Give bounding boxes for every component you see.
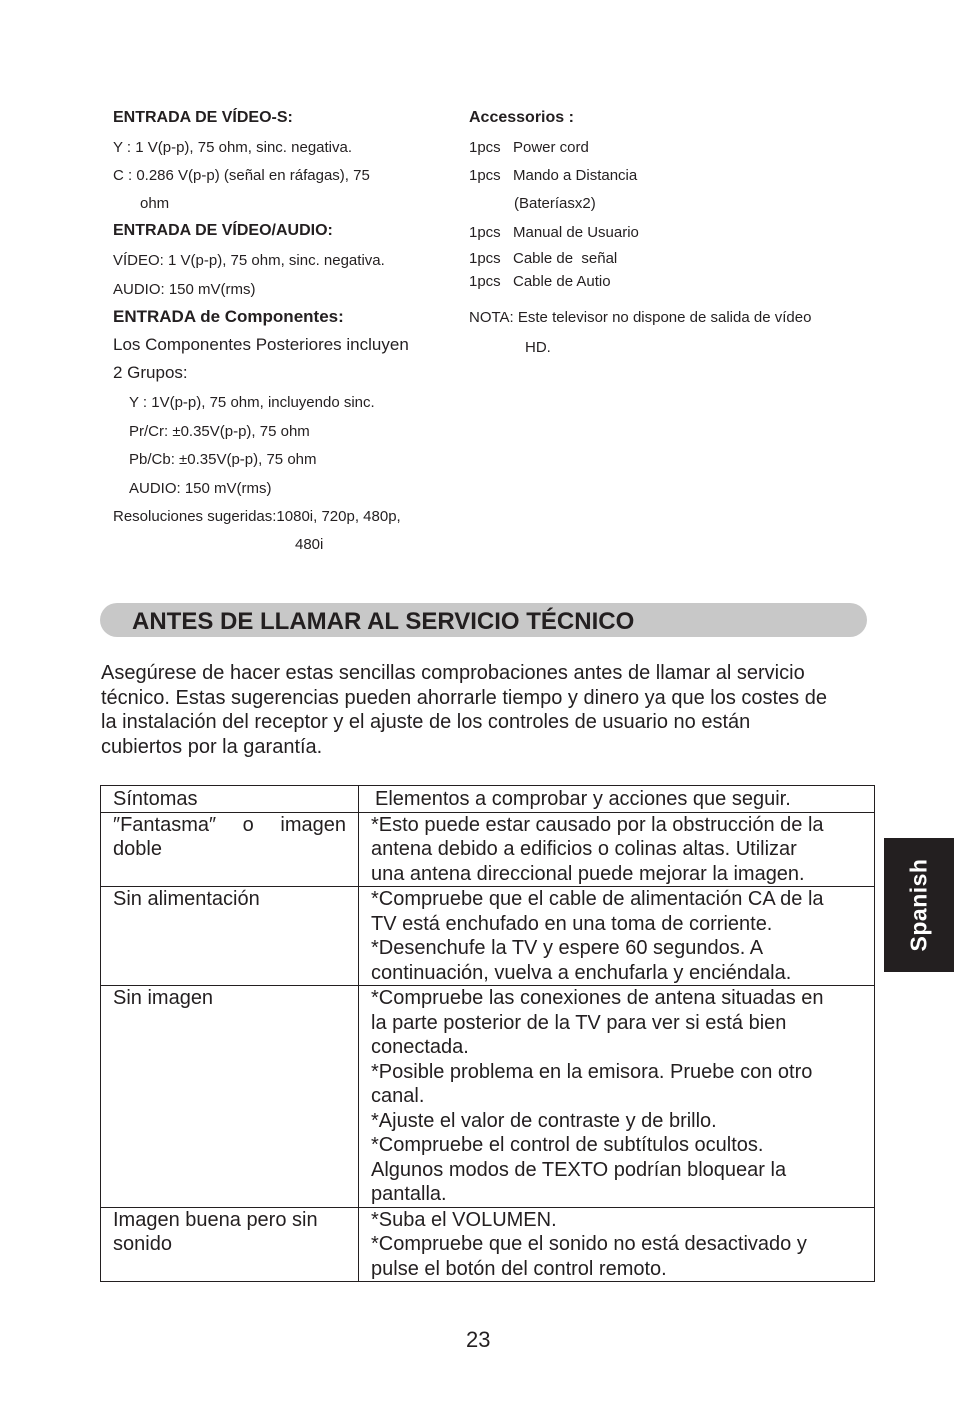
svideo-c-spec-cont: ohm <box>140 195 170 212</box>
action-item: *Desenchufe la TV y espere 60 segundos. A continuación, vuelva a enchufarla y enciéndala. <box>371 937 792 984</box>
components-desc-cont: 2 Grupos: <box>113 363 188 382</box>
action-item: *Posible problema en la emisora. Pruebe con otro canal. <box>371 1060 813 1107</box>
table-row <box>101 1207 875 1282</box>
action-item: *Compruebe las conexiones de antena situadas en la parte posterior de la TV para ver si está bien conectada. <box>371 987 824 1058</box>
accessory-name: Cable de Autio <box>513 273 611 290</box>
symptom-cell: ″Fantasma″ o imagen doble <box>101 812 359 887</box>
resolutions-spec-cont: 480i <box>295 536 324 553</box>
table-row <box>101 887 875 986</box>
action-item: *Suba el VOLUMEN. <box>371 1208 557 1231</box>
accessory-name: (Bateríasx2) <box>514 195 596 212</box>
accessory-qty: 1pcs <box>469 139 501 156</box>
svideo-heading: ENTRADA DE VÍDEO-S: <box>113 109 293 126</box>
action-cell <box>359 986 875 1208</box>
svideo-c-spec: C : 0.286 V(p-p) (señal en ráfagas), 75 <box>113 167 370 184</box>
action-item: *Ajuste el valor de contraste y de brillo. <box>371 1109 717 1132</box>
intro-line: cubiertos por la garantía. <box>101 735 323 758</box>
accessory-name: Manual de Usuario <box>513 224 639 241</box>
hd-output-note-cont: HD. <box>525 339 551 356</box>
symptom-text: ″Fantasma″ o imagen <box>113 813 346 836</box>
action-item: *Compruebe que el cable de alimentación CA de la TV está enchufado en una toma de corriente. <box>371 888 824 935</box>
action-cell <box>359 887 875 986</box>
intro-line: Asegúrese de hacer estas sencillas comprobaciones antes de llamar al servicio <box>101 662 805 684</box>
accessory-qty: 1pcs <box>469 250 501 267</box>
intro-line: técnico. Estas sugerencias pueden ahorrarle tiempo y dinero ya que los costes de <box>101 686 827 709</box>
accessories-heading: Accessorios : <box>469 109 574 126</box>
action-item: *Esto puede estar causado por la obstrucción de la antena debido a edificios o colinas altas. Utilizar una antena direccional puede mejorar la imagen. <box>371 813 824 885</box>
section-title: ANTES DE LLAMAR AL SERVICIO TÉCNICO <box>132 608 635 635</box>
component-audio-spec: AUDIO: 150 mV(rms) <box>129 480 272 497</box>
table-row <box>101 812 875 887</box>
accessory-qty: 1pcs <box>469 273 501 290</box>
components-heading: ENTRADA de Componentes: <box>113 307 344 326</box>
intro-paragraph <box>101 661 881 759</box>
action-item: *Compruebe el control de subtítulos ocultos. Algunos modos de TEXTO podrían bloquear la pantalla. <box>371 1134 787 1205</box>
video-audio-heading: ENTRADA DE VÍDEO/AUDIO: <box>113 222 333 239</box>
intro-line: la instalación del receptor y el ajuste de los controles de usuario no están <box>101 711 751 733</box>
language-tab-label: Spanish <box>905 858 932 952</box>
component-pb-spec: Pb/Cb: ±0.35V(p-p), 75 ohm <box>129 451 317 468</box>
symptom-cell: Sin alimentación <box>101 887 359 986</box>
svideo-y-spec: Y : 1 V(p-p), 75 ohm, sinc. negativa. <box>113 139 353 156</box>
action-item: *Compruebe que el sonido no está desactivado y pulse el botón del control remoto. <box>371 1233 807 1280</box>
language-tab <box>884 838 954 972</box>
symptom-cell: Sin imagen <box>101 986 359 1208</box>
symptom-cell: Imagen buena pero sin sonido <box>101 1207 359 1282</box>
components-desc: Los Componentes Posteriores incluyen <box>113 335 409 354</box>
action-cell <box>359 812 875 887</box>
resolutions-spec: Resoluciones sugeridas:1080i, 720p, 480p, <box>113 508 401 525</box>
header-actions: Elementos a comprobar y acciones que seguir. <box>359 786 875 813</box>
action-cell <box>359 1207 875 1282</box>
component-pr-spec: Pr/Cr: ±0.35V(p-p), 75 ohm <box>129 423 310 440</box>
accessory-qty: 1pcs <box>469 167 501 184</box>
accessory-name: Power cord <box>513 139 589 156</box>
component-y-spec: Y : 1V(p-p), 75 ohm, incluyendo sinc. <box>129 394 375 411</box>
accessory-qty: 1pcs <box>469 224 501 241</box>
video-spec: VÍDEO: 1 V(p-p), 75 ohm, sinc. negativa. <box>113 252 385 269</box>
table-header-row <box>101 786 875 813</box>
page-number: 23 <box>466 1327 491 1352</box>
header-symptoms: Síntomas <box>101 786 359 813</box>
troubleshooting-table <box>100 785 875 1282</box>
accessory-name: Mando a Distancia <box>513 167 638 184</box>
hd-output-note: NOTA: Este televisor no dispone de salida de vídeo <box>469 309 812 326</box>
audio-spec: AUDIO: 150 mV(rms) <box>113 281 256 298</box>
table-row <box>101 986 875 1208</box>
accessory-name: Cable de señal <box>513 250 618 267</box>
